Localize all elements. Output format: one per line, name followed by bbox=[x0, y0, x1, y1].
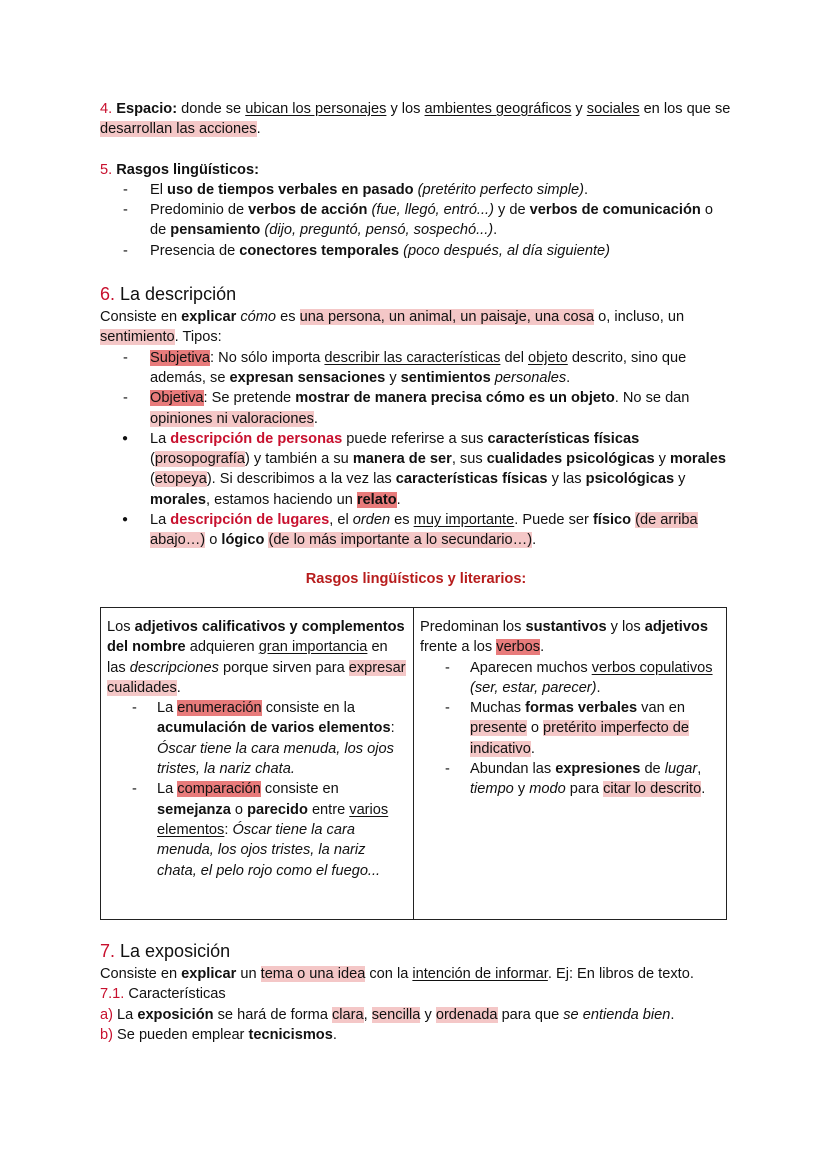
section-5-list bbox=[100, 180, 732, 261]
description-types-list bbox=[100, 348, 732, 429]
document-page bbox=[100, 99, 732, 1045]
description-bullets bbox=[100, 429, 732, 551]
section-4-title: Espacio: bbox=[116, 101, 178, 117]
item-a: a) La exposición se hará de forma clara, sencilla y ordenada para que se entienda bien. bbox=[100, 1006, 675, 1023]
section-7-intro: Consiste en explicar un tema o una idea con la intención de informar. Ej: En libros de texto. bbox=[100, 965, 694, 982]
list-item: - La comparación consiste en semejanza o parecido entre varios elementos: Óscar tiene la cara menuda, los ojos tristes, la nariz chata, el pelo rojo como el fuego... bbox=[157, 779, 407, 880]
list-item: - Presencia de conectores temporales (poco después, al día siguiente) bbox=[150, 241, 732, 261]
bullet-lugares: ● La descripción de lugares, el orden es muy importante. Puede ser físico (de arriba abajo…) o lógico (de lo más importante a lo secundario…). bbox=[150, 510, 732, 551]
section-7-1-heading: 7.1. Características bbox=[100, 986, 226, 1003]
list-item: - Predominio de verbos de acción (fue, llegó, entró...) y de verbos de comunicación o de pensamiento (dijo, preguntó, pensó, sospechó...). bbox=[150, 200, 732, 241]
table-cell-right: Predominan los sustantivos y los adjetivos frente a los verbos. - Aparecen muchos verbos copulativos (ser, estar, parecer). - Muchas formas verbales van en presente o pretérito imperfecto de indicativo. - Abundan las expresiones de lugar, tiempo y modo para citar lo descrito. bbox=[414, 607, 727, 919]
section-6-intro: Consiste en explicar cómo es una persona, un animal, un paisaje, una cosa o, incluso, un sentimiento. Tipos: bbox=[100, 309, 685, 346]
list-item: - El uso de tiempos verbales en pasado (pretérito perfecto simple). bbox=[150, 180, 732, 200]
table-title: Rasgos lingüísticos y literarios: bbox=[305, 570, 527, 587]
list-item: - La enumeración consiste en la acumulación de varios elementos: Óscar tiene la cara menuda, los ojos tristes, la nariz chata. bbox=[157, 698, 407, 779]
rasgos-table bbox=[100, 607, 727, 920]
list-item: - Aparecen muchos verbos copulativos (ser, estar, parecer). bbox=[470, 658, 720, 699]
list-item: - Abundan las expresiones de lugar, tiempo y modo para citar lo descrito. bbox=[470, 759, 720, 800]
list-item: - Muchas formas verbales van en presente o pretérito imperfecto de indicativo. bbox=[470, 698, 720, 759]
type-subjetiva: - Subjetiva: No sólo importa describir las características del objeto descrito, sino que además, se expresan sensaciones y sentimientos personales. bbox=[150, 348, 732, 389]
section-6-heading: 6. La descripción bbox=[100, 284, 237, 305]
section-7-heading: 7. La exposición bbox=[100, 940, 231, 961]
section-5-heading: 5. Rasgos lingüísticos: bbox=[100, 161, 259, 178]
item-b: b) Se pueden emplear tecnicismos. bbox=[100, 1026, 337, 1043]
bullet-personas: ● La descripción de personas puede referirse a sus características físicas (prosopografía) y también a su manera de ser, sus cualidades psicológicas y morales (etopeya). Si describimos a la vez las características físicas y las psicológicas y morales, estamos haciendo un relato. bbox=[150, 429, 732, 510]
section-4-paragraph: 4. Espacio: donde se ubican los personajes y los ambientes geográficos y sociales en los que se desarrollan las acciones. bbox=[100, 101, 731, 138]
type-objetiva: - Objetiva: Se pretende mostrar de manera precisa cómo es un objeto. No se dan opiniones ni valoraciones. bbox=[150, 388, 732, 429]
table-cell-left: Los adjetivos calificativos y complementos del nombre adquieren gran importancia en las descripciones porque sirven para expresar cualidades. - La enumeración consiste en la acumulación de varios elementos: Óscar tiene la cara menuda, los ojos tristes, la nariz chata. - La comparación consiste en semejanza o parecido entre varios elementos: Óscar tiene la cara menuda, los ojos tristes, la nariz chata, el pelo rojo como el fuego... bbox=[101, 607, 414, 919]
